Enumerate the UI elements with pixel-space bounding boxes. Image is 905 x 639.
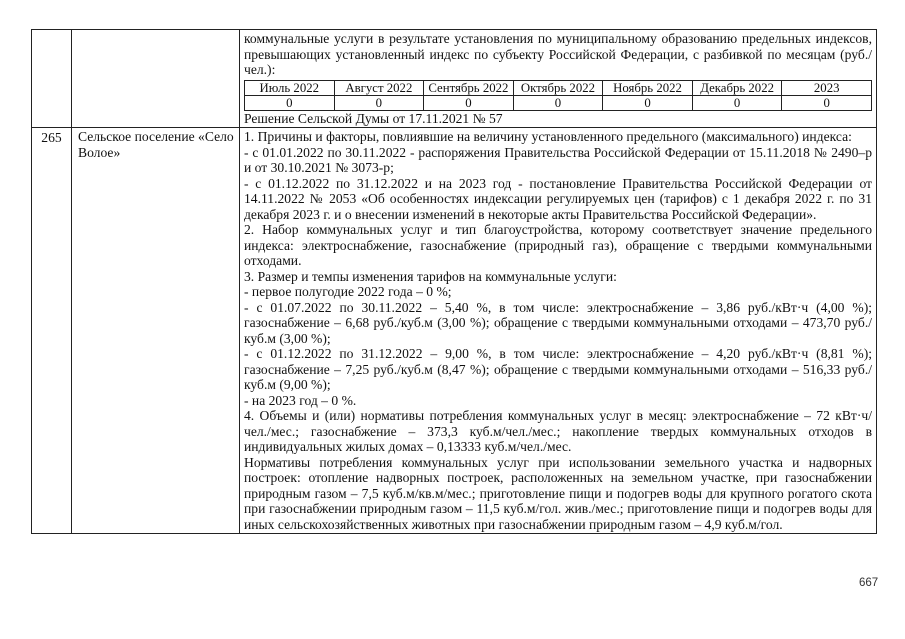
table-row: [32, 128, 877, 534]
month-header: 2023: [782, 80, 872, 95]
paragraph: 1. Причины и факторы, повлиявшие на величину установленного предельного (максимального) индекса:: [244, 129, 852, 144]
paragraph: - с 01.07.2022 по 30.11.2022 – 5,40 %, в том числе: электроснабжение – 3,86 руб./кВт·ч (4,00 %); газоснабжение – 6,68 руб./куб.м (3,00 %); обращение с твердыми коммунальными отходами – 473,70 руб./куб.м (3,00 %);: [244, 299, 872, 346]
page-number: 667: [859, 577, 879, 589]
month-header: Август 2022: [334, 80, 424, 95]
details-cell: [240, 30, 877, 128]
paragraph: - с 01.12.2022 по 31.12.2022 и на 2023 год - постановление Правительства Российской Федерации от 14.11.2022 № 2053 «Об особенностях индексации регулируемых цен (тарифов) с 1 декабря 2022 г. по 31 декабря 2023 г. и о внесении изменений в некоторые акты Правительства Российской Федерации».: [244, 175, 872, 222]
month-value: 0: [692, 95, 782, 110]
month-value: 0: [513, 95, 603, 110]
monthly-header-row: [245, 80, 872, 95]
month-value: 0: [424, 95, 514, 110]
month-header: Сентябрь 2022: [424, 80, 514, 95]
month-value: 0: [245, 95, 335, 110]
intro-text: коммунальные услуги в результате установления по муниципальному образованию предельных индексов, превышающих установленный индекс по субъекту Российской Федерации, с разбивкой по месяцам (руб./чел.):: [244, 31, 872, 77]
month-value: 0: [603, 95, 693, 110]
paragraph: Нормативы потребления коммунальных услуг при использовании земельного участка и надворных построек: отопление надворных построек, расположенных на земельном участке, при газоснабжении природным газом – 7,5 куб.м/кв.м/мес.; приготовление пищи и подогрев воды для крупного рогатого скота при газоснабжении природным газом – 11,5 куб.м/гол. жив./мес.; приготовление пищи и подогрев воды для иных сельскохозяйственных животных при газоснабжении природным газом – 4,9 куб.м/гол.: [244, 454, 872, 532]
paragraph: - первое полугодие 2022 года – 0 %;: [244, 284, 452, 299]
month-header: Ноябрь 2022: [603, 80, 693, 95]
month-header: Июль 2022: [245, 80, 335, 95]
paragraph: 2. Набор коммунальных услуг и тип благоустройства, которому соответствует значение предельного индекса: электроснабжение, газоснабжение (природный газ), обращение с твердыми коммунальными отходами.: [244, 222, 872, 268]
paragraph: - с 01.12.2022 по 31.12.2022 – 9,00 %, в том числе: электроснабжение – 4,20 руб./кВт·ч (8,81 %); газоснабжение – 7,25 руб./куб.м (8,47 %); обращение с твердыми коммунальными отходами – 516,33 руб./куб.м (9,00 %);: [244, 346, 872, 392]
row-number: 265: [32, 128, 72, 534]
monthly-table: [244, 80, 872, 111]
paragraph: - на 2023 год – 0 %.: [244, 392, 357, 408]
table-row: [32, 30, 877, 128]
paragraph: 4. Объемы и (или) нормативы потребления коммунальных услуг в месяц: электроснабжение – 72 кВт·ч/чел./мес.; газоснабжение – 373,3 куб.м/чел./мес.; накопление твердых коммунальных отходов в индивидуальных жилых домах – 0,13333 куб.м/чел./мес.: [244, 408, 872, 454]
number-cell-empty: [32, 30, 72, 128]
indices-table: [31, 29, 877, 534]
month-value: 0: [782, 95, 872, 110]
monthly-value-row: [245, 95, 872, 110]
paragraph: - с 01.01.2022 по 30.11.2022 - распоряжения Правительства Российской Федерации от 15.11.2018 № 2490–р и от 30.10.2021 № 3073-р;: [244, 144, 872, 175]
month-value: 0: [334, 95, 424, 110]
settlement-name: Сельское поселение «Село Волое»: [72, 128, 240, 534]
settlement-cell-empty: [72, 30, 240, 128]
month-header: Октябрь 2022: [513, 80, 603, 95]
paragraph: 3. Размер и темпы изменения тарифов на коммунальные услуги:: [244, 268, 617, 284]
decision-reference: Решение Сельской Думы от 17.11.2021 № 57: [244, 110, 503, 126]
month-header: Декабрь 2022: [692, 80, 782, 95]
details-cell: [240, 128, 877, 534]
